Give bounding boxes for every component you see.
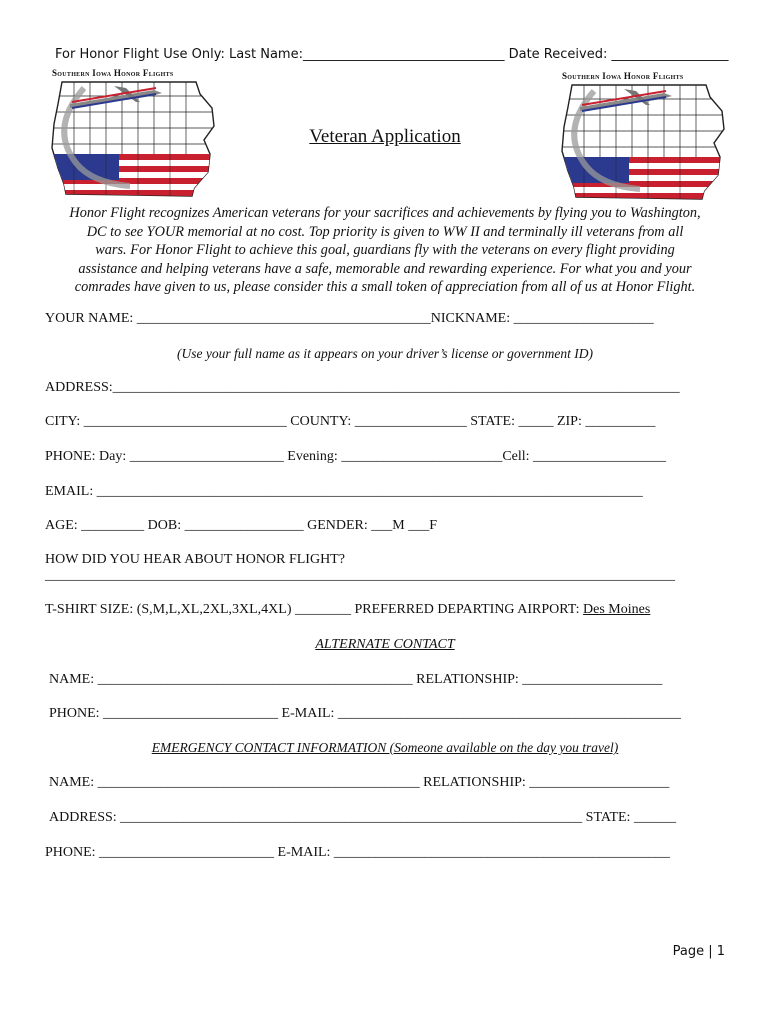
address-field[interactable]: ADDRESS:_________________________________________________________________________________ (45, 380, 680, 395)
emergency-name-field[interactable]: NAME: ______________________________________________ RELATIONSHIP: ____________________ (49, 775, 670, 790)
city-county-state-zip-field[interactable]: CITY: _____________________________ COUNTY: ________________ STATE: _____ ZIP: __________ (45, 414, 656, 429)
intro-paragraph (40, 204, 730, 297)
email-field[interactable]: EMAIL: ______________________________________________________________________________ (45, 484, 643, 499)
airport-value: Des Moines (583, 602, 651, 617)
tshirt-airport-label: T-SHIRT SIZE: (S,M,L,XL,2XL,3XL,4XL) ________ PREFERRED DEPARTING AIRPORT: (45, 602, 584, 617)
logo-title: Southern Iowa Honor Flights (52, 68, 174, 78)
name-note: (Use your full name as it appears on your driver’s license or government ID) (176, 346, 594, 361)
phone-fields[interactable]: PHONE: Day: ______________________ Evening: _______________________Cell: ___________________ (45, 449, 667, 464)
page-number: Page | 1 (672, 944, 725, 959)
hear-about-question: HOW DID YOU HEAR ABOUT HONOR FLIGHT? (45, 552, 345, 567)
emergency-phone-email-field[interactable]: PHONE: _________________________ E-MAIL: ________________________________________________ (45, 845, 670, 860)
alternate-phone-email-field[interactable]: PHONE: _________________________ E-MAIL: _________________________________________________ (49, 706, 681, 721)
age-dob-gender-field[interactable]: AGE: _________ DOB: _________________ GENDER: ___M ___F (45, 518, 438, 533)
tshirt-airport-field[interactable] (45, 602, 650, 618)
alternate-name-field[interactable]: NAME: _____________________________________________ RELATIONSHIP: ____________________ (49, 672, 663, 687)
intro-line: assistance and helping veterans have a safe, memorable and rewarding experience. For what you and your (78, 260, 692, 277)
hear-about-field[interactable]: __________________________________________________________________________________________ (45, 568, 675, 583)
alternate-contact-heading: ALTERNATE CONTACT (315, 637, 455, 652)
intro-line: DC to see YOUR memorial at no cost. Top priority is given to WW II and terminally ill veterans from all (86, 223, 684, 240)
page-title: Veteran Application (309, 126, 461, 147)
office-use-header: For Honor Flight Use Only: Last Name:_______________________________ Date Received: __________________ (55, 47, 729, 62)
your-name-field[interactable]: YOUR NAME: __________________________________________NICKNAME: ____________________ (45, 311, 654, 326)
intro-line: wars. For Honor Flight to achieve this goal, guardians fly with the veterans on every flight providing (95, 242, 675, 258)
logo-title: Southern Iowa Honor Flights (562, 71, 684, 81)
intro-line: comrades have given to us, please consider this a small token of appreciation from all of us at Honor Flight. (74, 279, 696, 295)
emergency-address-field[interactable]: ADDRESS: __________________________________________________________________ STATE: ______ (49, 810, 676, 825)
emergency-contact-heading: EMERGENCY CONTACT INFORMATION (Someone available on the day you travel) (151, 740, 619, 755)
intro-line: Honor Flight recognizes American veterans for your sacrifices and achievements by flying you to Washington, (69, 205, 701, 221)
